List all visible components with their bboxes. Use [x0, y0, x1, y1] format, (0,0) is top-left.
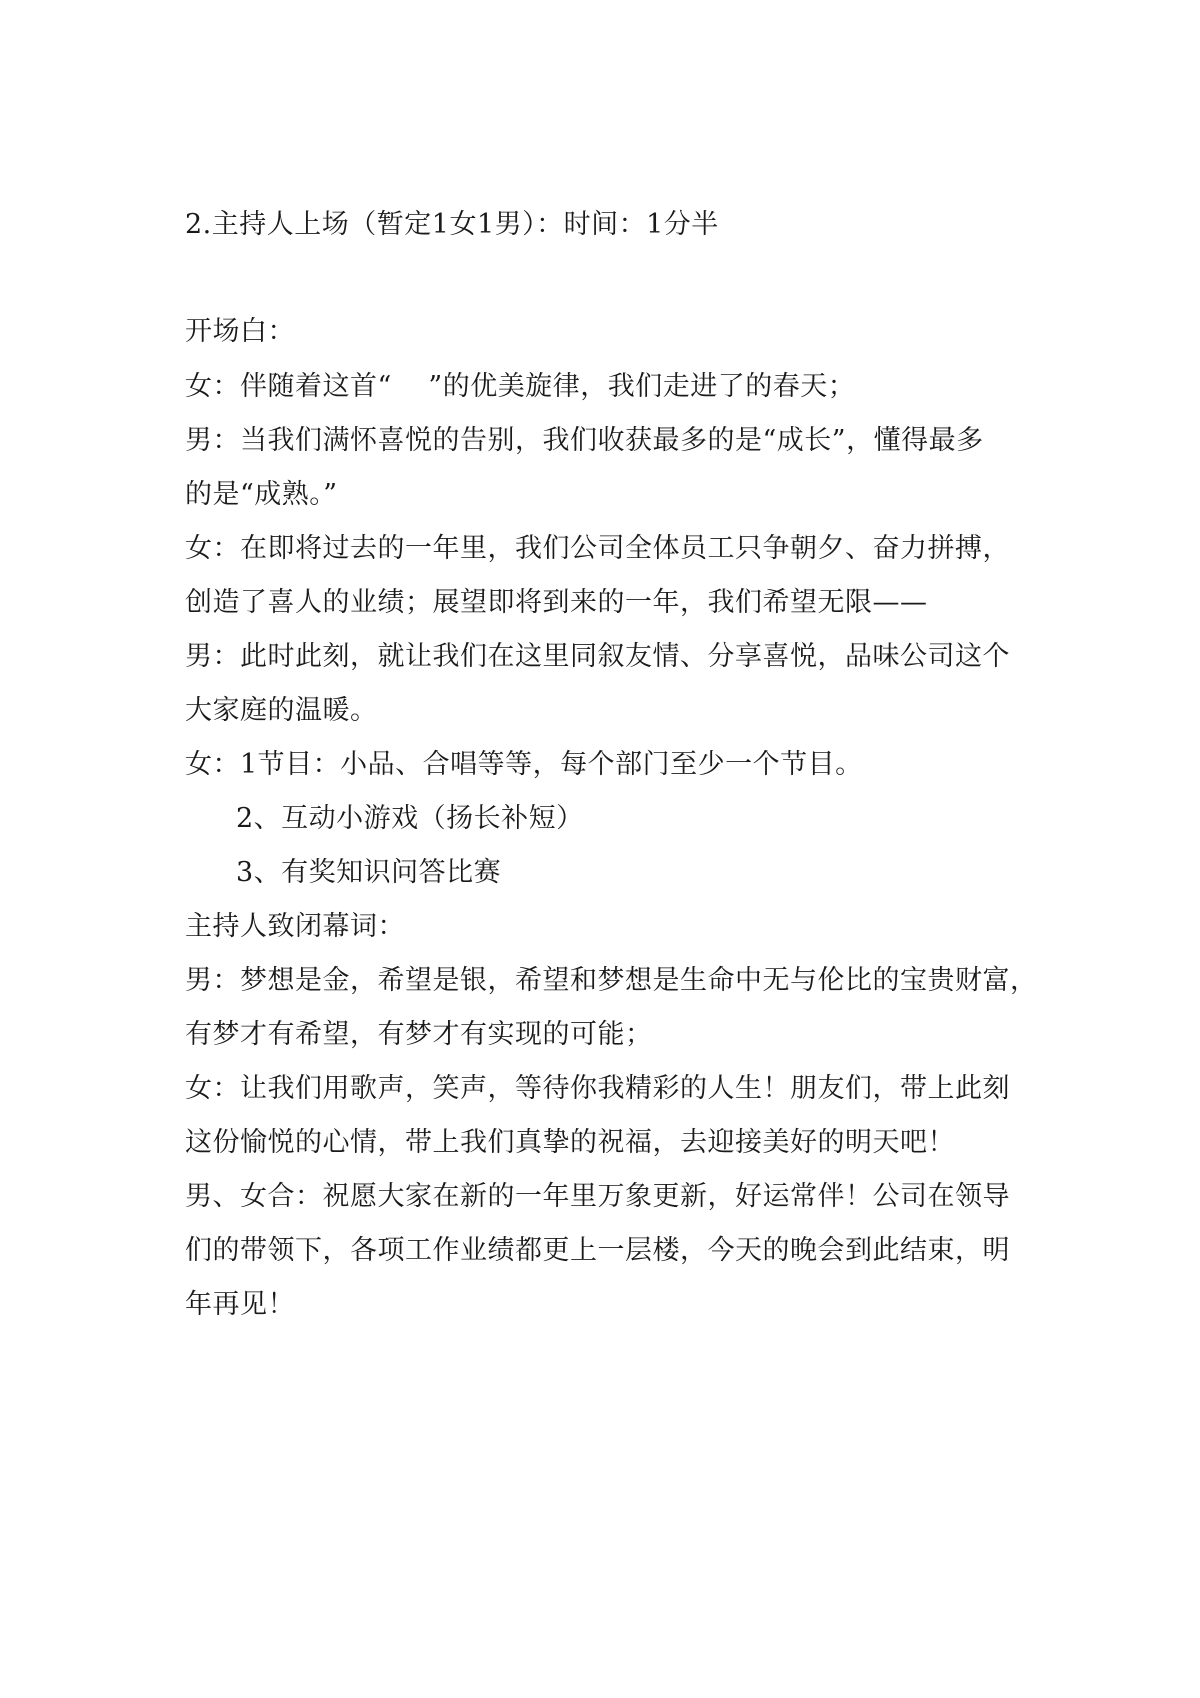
script-line: 们的带领下，各项工作业绩都更上一层楼，今天的晚会到此结束，明 — [185, 1235, 1010, 1266]
script-line: 男：此时此刻，就让我们在这里同叙友情、分享喜悦，品味公司这个 — [185, 641, 1010, 672]
script-line: 女：1节目：小品、合唱等等，每个部门至少一个节目。 — [185, 749, 863, 780]
script-line: 男：当我们满怀喜悦的告别，我们收获最多的是“成长”，懂得最多 — [185, 425, 984, 456]
opening-label: 开场白： — [185, 316, 295, 347]
script-line: 女：在即将过去的一年里，我们公司全体员工只争朝夕、奋力拼搏， — [185, 533, 1010, 564]
program-item: 2、互动小游戏（扬长补短） — [236, 803, 584, 834]
script-line: 这份愉悦的心情，带上我们真挚的祝福，去迎接美好的明天吧！ — [185, 1127, 955, 1158]
closing-label: 主持人致闭幕词： — [185, 911, 405, 942]
script-line: 男：梦想是金，希望是银，希望和梦想是生命中无与伦比的宝贵财富， — [185, 965, 1038, 996]
script-line: 年再见！ — [185, 1289, 295, 1320]
script-line: 女：让我们用歌声，笑声，等待你我精彩的人生！朋友们，带上此刻 — [185, 1073, 1010, 1104]
script-line: 的是“成熟。” — [185, 479, 338, 510]
section-heading: 2.主持人上场（暂定1女1男）：时间：1分半 — [185, 209, 719, 240]
script-line: 男、女合：祝愿大家在新的一年里万象更新，好运常伴！公司在领导 — [185, 1181, 1010, 1212]
program-item: 3、有奖知识问答比赛 — [236, 857, 502, 888]
script-line: 有梦才有希望，有梦才有实现的可能； — [185, 1019, 653, 1050]
script-line: 大家庭的温暖。 — [185, 695, 378, 726]
script-line: 女：伴随着这首“ ”的优美旋律，我们走进了的春天； — [185, 371, 856, 402]
script-line: 创造了喜人的业绩；展望即将到来的一年，我们希望无限—— — [185, 587, 928, 618]
